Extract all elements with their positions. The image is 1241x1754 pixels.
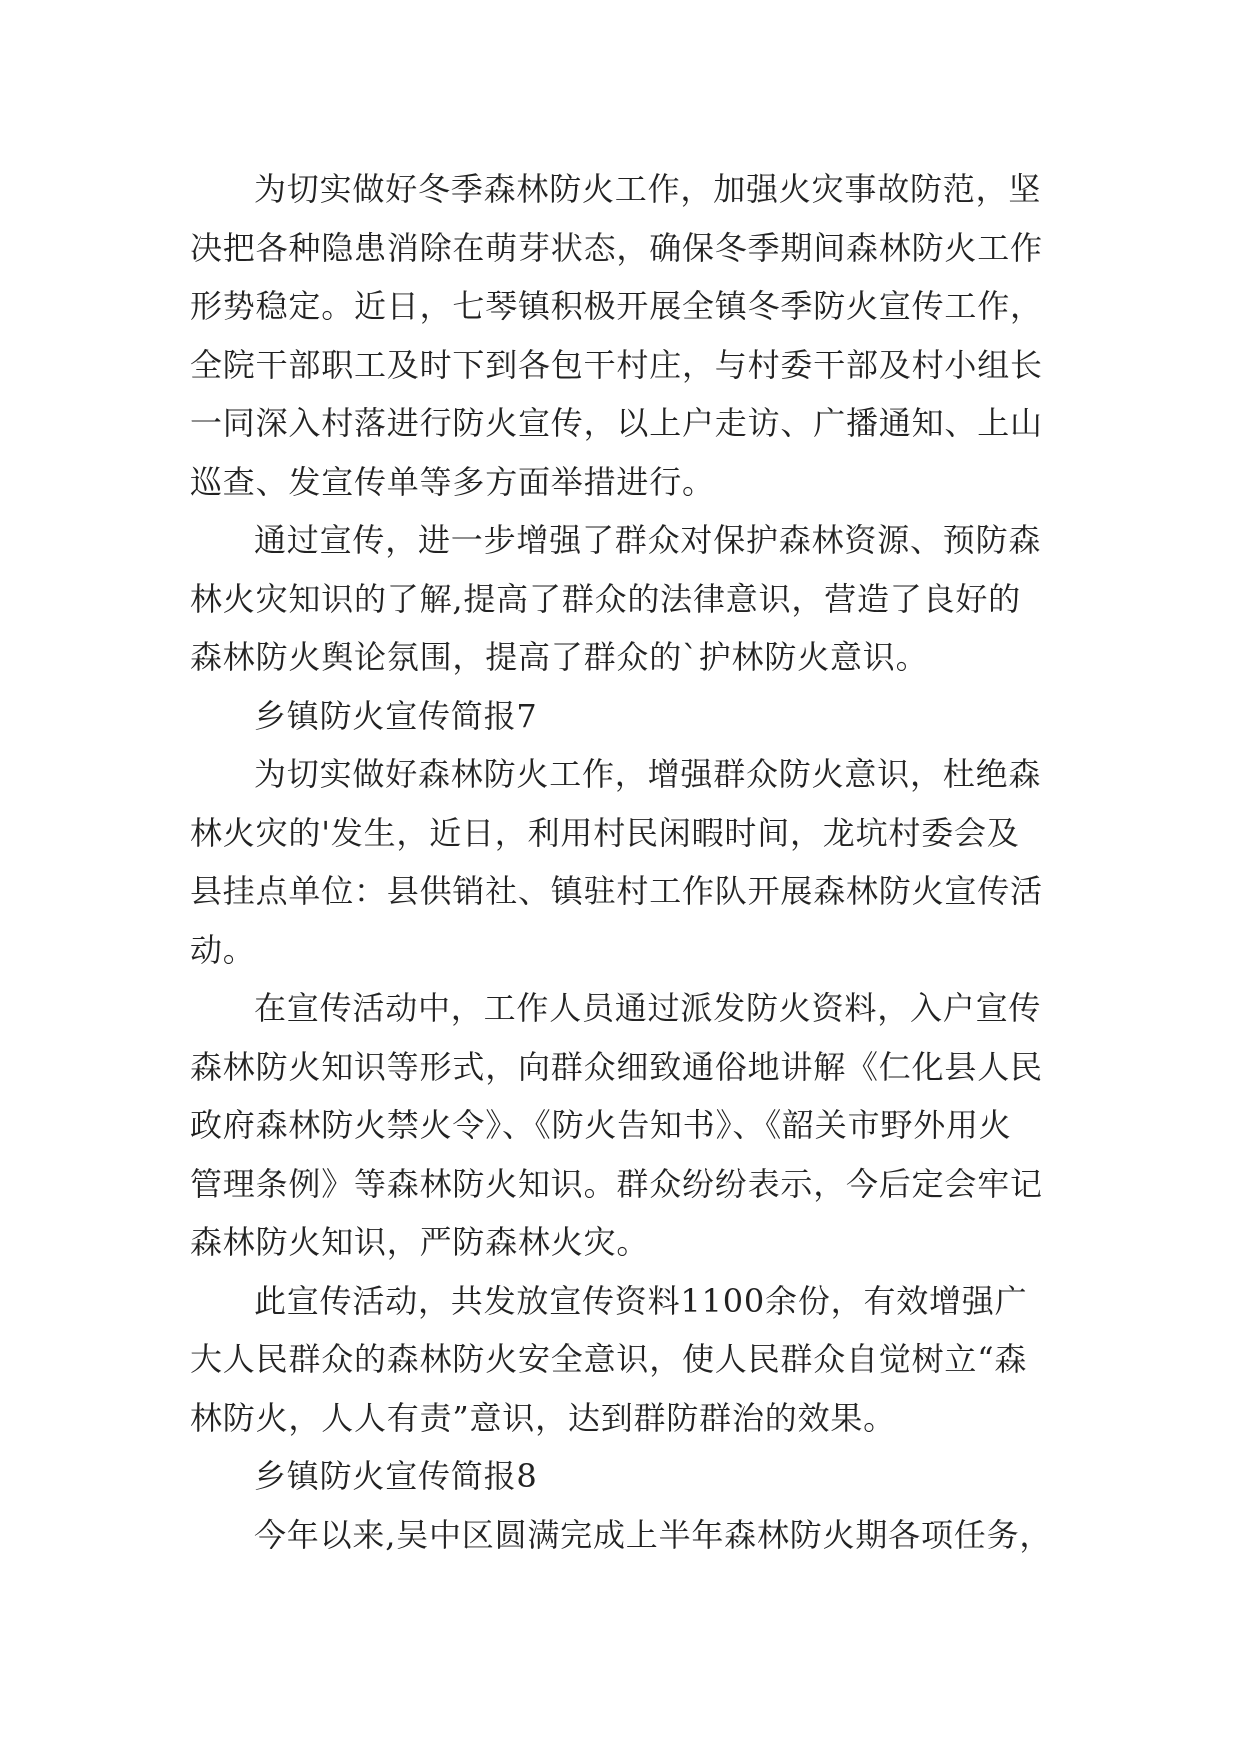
paragraph-line: 县挂点单位：县供销社、镇驻村工作队开展森林防火宣传活 <box>190 872 1043 910</box>
paragraph-line: 政府森林防火禁火令》、《防火告知书》、《韶关市野外用火 <box>190 1106 1012 1144</box>
paragraph-first-line: 为切实做好冬季森林防火工作，加强火灾事故防范，坚 <box>254 170 1042 208</box>
paragraph-first-line: 通过宣传，进一步增强了群众对保护森林资源、预防森 <box>254 521 1042 559</box>
paragraph-first-line: 乡镇防火宣传简报8 <box>254 1457 538 1495</box>
paragraph-line: 一同深入村落进行防火宣传，以上户走访、广播通知、上山 <box>190 404 1043 442</box>
paragraph-first-line: 在宣传活动中，工作人员通过派发防火资料，入户宣传 <box>254 989 1042 1027</box>
paragraph-line: 管理条例》等森林防火知识。群众纷纷表示，今后定会牢记 <box>190 1164 1043 1203</box>
document-body <box>190 160 1053 1564</box>
paragraph-first-line: 此宣传活动，共发放宣传资料1100余份，有效增强广 <box>254 1281 1028 1320</box>
paragraph-line: 林防火，人人有责”意识，达到群防群治的效果。 <box>190 1398 896 1437</box>
paragraph-line: 森林防火知识，严防森林火灾。 <box>190 1223 650 1261</box>
paragraph-line: 形势稳定。近日，七琴镇积极开展全镇冬季防火宣传工作， <box>190 287 1043 325</box>
paragraph-first-line: 乡镇防火宣传简报7 <box>254 696 538 735</box>
paragraph-line: 巡查、发宣传单等多方面举措进行。 <box>190 462 715 501</box>
paragraph-line: 森林防火舆论氛围，提高了群众的`护林防火意识。 <box>190 638 929 676</box>
paragraph-line: 大人民群众的森林防火安全意识，使人民群众自觉树立“森 <box>190 1340 1028 1378</box>
paragraph-first-line: 为切实做好森林防火工作，增强群众防火意识，杜绝森 <box>254 755 1042 793</box>
paragraph-line: 决把各种隐患消除在萌芽状态，确保冬季期间森林防火工作 <box>190 228 1043 267</box>
paragraph-line: 全院干部职工及时下到各包干村庄，与村委干部及村小组长 <box>190 345 1043 384</box>
paragraph-line: 动。 <box>190 930 256 969</box>
paragraph-line: 林火灾的'发生，近日，利用村民闲暇时间，龙坑村委会及 <box>190 813 1020 852</box>
paragraph-first-line: 今年以来,吴中区圆满完成上半年森林防火期各项任务， <box>254 1515 1053 1554</box>
paragraph-line: 林火灾知识的了解,提高了群众的法律意识，营造了良好的 <box>190 579 1021 618</box>
paragraph-line: 森林防火知识等形式，向群众细致通俗地讲解《仁化县人民 <box>190 1047 1043 1086</box>
